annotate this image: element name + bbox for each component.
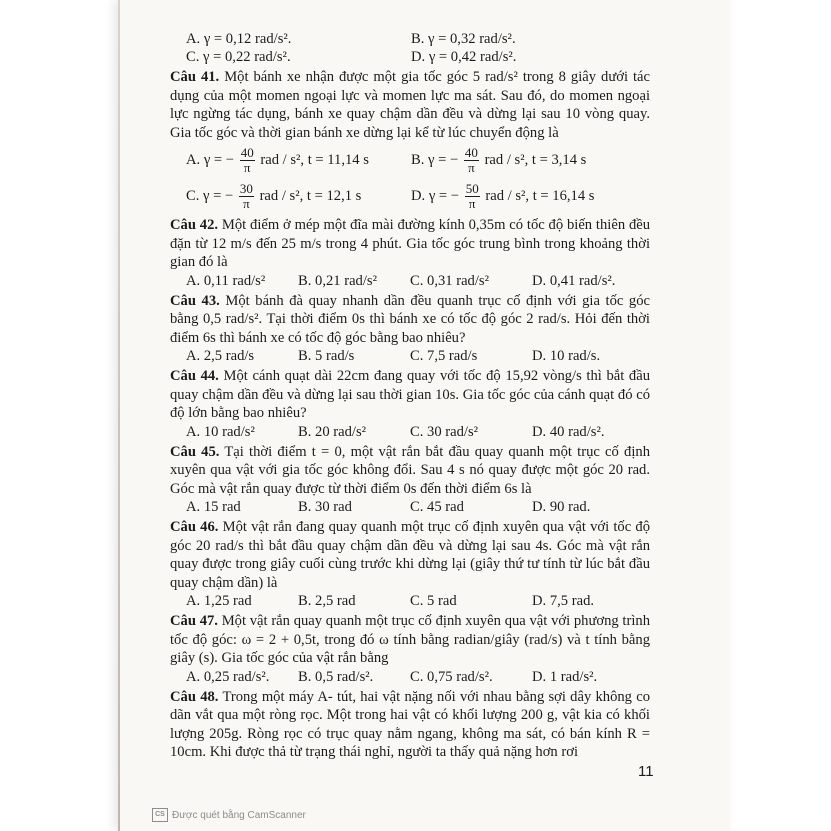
question-41 (170, 68, 650, 142)
q42-option-d: D. 0,41 rad/s². (532, 272, 616, 289)
q41-b-numerator: 40 (464, 144, 478, 160)
question-42 (170, 216, 650, 272)
q41-a-denominator: π (243, 159, 251, 175)
q41-options-row-2 (186, 178, 650, 214)
q44-options (186, 423, 650, 441)
q41-a-fraction (240, 146, 255, 175)
q41-d-denominator: π (468, 195, 476, 211)
q41-c-prefix: C. γ = − (186, 187, 234, 204)
q40-option-c: C. γ = 0,22 rad/s². (186, 49, 291, 65)
q41-d-fraction (465, 182, 480, 211)
q40-options-row-2 (186, 48, 650, 66)
q47-option-b: B. 0,5 rad/s². (298, 668, 374, 685)
question-text: Một bánh xe nhận được một gia tốc góc 5 rad/s² trong 8 giây dưới tác dụng của một momen ngoại lực và momen lực ma sát. Sau đó, do momen ngoại lực ngừng tác dụng, bánh xe quay chậm dần đều và dừng lại sau 10 vòng quay. Gia tốc góc và thời gian bánh xe dừng lại kể từ lúc chuyển động là (170, 69, 650, 141)
question-text: Một vật rắn quay quanh một trục cố định xuyên qua vật với phương trình tốc độ góc: ω = 2 + 0,5t, trong đó ω tính bằng radian/giây (rad/s) và t tính bằng giây (s). Gia tốc góc của vật rắn bằng (170, 613, 650, 666)
question-label: Câu 44. (170, 368, 219, 384)
question-text: Một cánh quạt dài 22cm đang quay với tốc độ 15,92 vòng/s thì bắt đầu quay chậm dần đều và dừng lại sau thời gian 10s. Gia tốc góc của cánh quạt đó có độ lớn bằng bao nhiêu? (170, 368, 650, 421)
q45-options (186, 498, 650, 516)
page-number: 11 (638, 763, 654, 780)
q43-option-b: B. 5 rad/s (298, 348, 355, 364)
q41-option-c (186, 182, 411, 211)
q47-options (186, 668, 650, 686)
scanner-watermark (152, 808, 306, 822)
q40-option-b: B. γ = 0,32 rad/s². (411, 31, 516, 47)
page-edge (118, 0, 120, 831)
q41-a-numerator: 40 (240, 144, 254, 160)
q41-option-d (411, 182, 636, 211)
question-label: Câu 42. (170, 217, 219, 233)
q41-c-numerator: 30 (239, 180, 253, 196)
question-text: Một điểm ở mép một đĩa mài đường kính 0,35m có tốc độ biến thiên đều đặn từ 12 m/s đến 25 m/s trong 4 phút. Gia tốc góc trung bình trong khoảng thời gian đó là (170, 217, 651, 270)
question-label: Câu 43. (170, 292, 220, 309)
q44-option-c: C. 30 rad/s² (410, 423, 479, 440)
question-45 (170, 443, 650, 499)
question-label: Câu 47. (170, 613, 218, 629)
question-47 (170, 612, 650, 668)
q41-c-denominator: π (243, 195, 250, 211)
q41-option-a (186, 146, 411, 175)
question-text: Một vật rắn đang quay quanh một trục cố định xuyên qua vật với tốc độ góc 20 rad/s thì bắt đầu quay chậm dần đều và dừng lại sau 4s. Góc mà vật rắn quay được trong giây cuối cùng trước khi dừng lại (giây thứ tư tính từ lúc bắt đầu quay chậm dần) là (170, 519, 650, 591)
q45-option-a: A. 15 rad (186, 499, 241, 515)
question-label: Câu 48. (170, 688, 219, 705)
q42-options (186, 272, 650, 290)
q46-option-d: D. 7,5 rad. (532, 593, 595, 609)
q45-option-c: C. 45 rad (410, 499, 464, 515)
camscanner-logo-icon: CS (152, 808, 168, 822)
question-48 (170, 688, 650, 762)
q44-option-a: A. 10 rad/s² (186, 423, 255, 440)
q46-options (186, 592, 650, 610)
q45-option-b: B. 30 rad (298, 499, 352, 515)
q43-option-c: C. 7,5 rad/s (410, 348, 478, 364)
q47-option-a: A. 0,25 rad/s². (186, 668, 270, 685)
q41-d-prefix: D. γ = − (411, 187, 460, 204)
question-text: Tại thời điểm t = 0, một vật rắn bắt đầu quay quanh một trục cố định xuyên qua vật với gia tốc góc không đổi. Sau 4 s nó quay được một góc 20 rad. Góc mà vật rắn quay được từ thời điểm 0s đến thời điểm 6s là (170, 443, 650, 497)
q41-options-row-1 (186, 142, 650, 178)
q42-option-c: C. 0,31 rad/s² (410, 272, 489, 289)
q41-a-prefix: A. γ = − (186, 151, 235, 168)
q42-option-a: A. 0,11 rad/s² (186, 272, 266, 289)
q41-option-b (411, 146, 636, 175)
q44-option-d: D. 40 rad/s². (532, 423, 605, 440)
q43-option-d: D. 10 rad/s. (532, 348, 601, 364)
q43-options (186, 347, 650, 365)
q46-option-b: B. 2,5 rad (298, 593, 356, 609)
q41-d-suffix: rad / s², t = 16,14 s (485, 187, 595, 204)
q40-option-a: A. γ = 0,12 rad/s². (186, 31, 292, 47)
q42-option-b: B. 0,21 rad/s² (298, 272, 377, 289)
q45-option-d: D. 90 rad. (532, 499, 591, 515)
q41-b-denominator: π (468, 159, 475, 175)
question-46 (170, 518, 650, 592)
q47-option-d: D. 1 rad/s². (532, 668, 598, 685)
question-text: Một bánh đà quay nhanh dần đều quanh trục cố định với gia tốc góc bằng 0,5 rad/s². Tại thời điểm 0s thì bánh xe có tốc độ góc 2 rad/s. Hỏi đến thời điểm 6s thì bánh xe có tốc độ góc bằng bao nhiêu? (170, 292, 650, 346)
q41-d-numerator: 50 (465, 180, 479, 196)
question-label: Câu 45. (170, 443, 220, 460)
q41-c-fraction (239, 182, 254, 211)
q43-option-a: A. 2,5 rad/s (186, 348, 255, 364)
q40-option-d: D. γ = 0,42 rad/s². (411, 49, 517, 65)
watermark-text: Được quét bằng CamScanner (172, 809, 306, 821)
question-label: Câu 46. (170, 519, 219, 535)
page-content (170, 30, 650, 762)
question-44 (170, 367, 650, 423)
q40-options-row-1 (186, 30, 650, 48)
question-43 (170, 292, 650, 348)
q44-option-b: B. 20 rad/s² (298, 423, 367, 440)
q41-b-fraction (464, 146, 479, 175)
question-text: Trong một máy A- tút, hai vật nặng nối với nhau bằng sợi dây không co dãn vắt qua một ròng rọc. Một trong hai vật có khối lượng 200 g, vật kia có khối lượng 205g. Ròng rọc có trục quay nằm ngang, không ma sát, có bán kính R = 10cm. Khi được thả từ trạng thái nghỉ, người ta thấy quả nặng hơn rơi (170, 688, 650, 760)
q47-option-c: C. 0,75 rad/s². (410, 668, 493, 685)
question-label: Câu 41. (170, 69, 220, 85)
q41-b-suffix: rad / s², t = 3,14 s (484, 151, 587, 168)
q41-a-suffix: rad / s², t = 11,14 s (260, 151, 369, 168)
q41-b-prefix: B. γ = − (411, 151, 459, 168)
q41-c-suffix: rad / s², t = 12,1 s (259, 187, 362, 204)
scanned-page (118, 0, 730, 831)
q46-option-a: A. 1,25 rad (186, 593, 252, 609)
q46-option-c: C. 5 rad (410, 593, 457, 609)
